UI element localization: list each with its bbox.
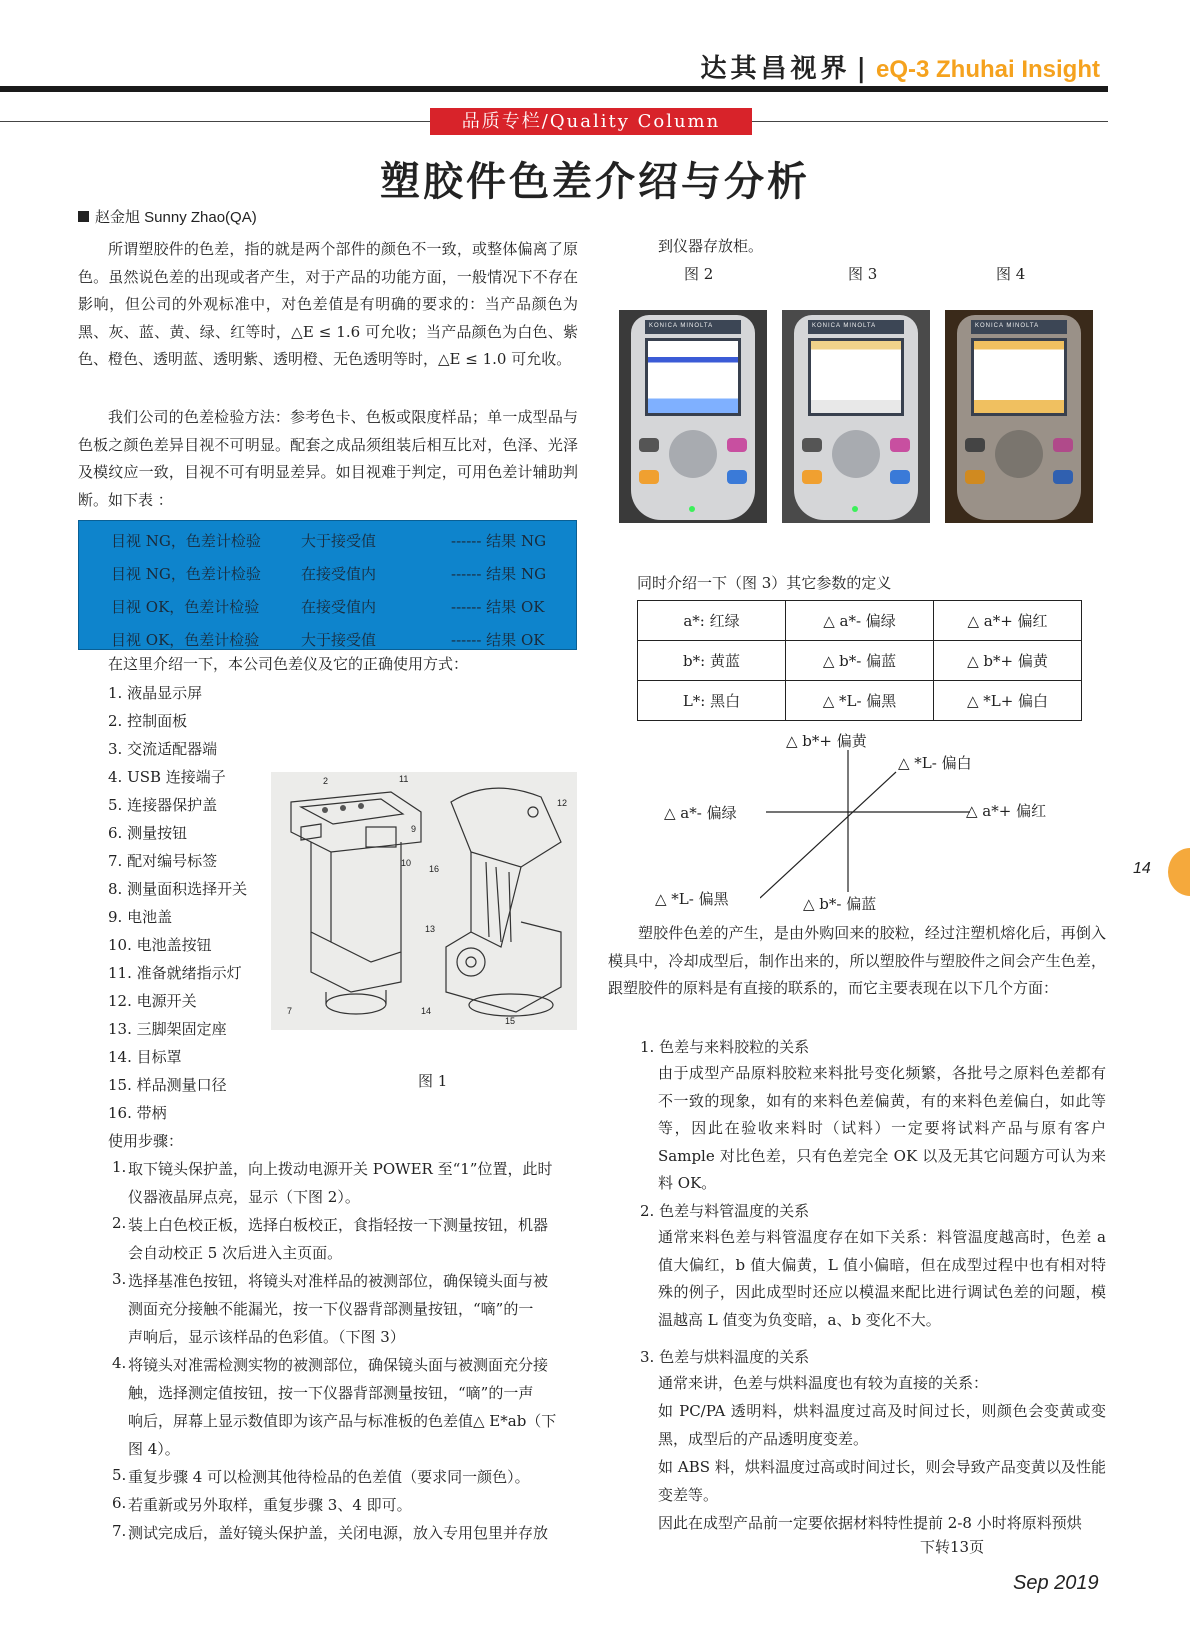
step-line: 测试完成后，盖好镜头保护盖，关闭电源，放入专用包里并存放 [128,1524,549,1542]
list-item: 15. 样品测量口径 [108,1076,227,1094]
magazine-brand [701,48,1101,85]
list-item: 2. 控制面板 [108,712,188,730]
axis-label-l-black: △ *L- 偏黑 [655,890,729,908]
list-item: 6. 测量按钮 [108,824,188,842]
section-3-body-3: 如 ABS 料，烘料温度过高或时间过长，则会导致产品变黄以及性能变差等。 [658,1458,1106,1504]
step-line: 触，选择测定值按钮，按一下仪器背部测量按钮，“嘀”的一声 [128,1384,534,1402]
axis-label-l-white: △ *L- 偏白 [898,754,972,772]
step-number: 3. [112,1270,127,1288]
colorimeter-drawing-icon [271,772,577,1030]
intro-paragraph: 所谓塑胶件的色差，指的就是两个部件的颜色不一致，或整体偏离了原色。虽然说色差的出现或者产生，对于产品的功能方面，一般情况下不存在影响，但公司的外观标准中，对色差值是有明确的要求的：当产品颜色为黑、灰、蓝、黄、绿、红等时，△E ≤ 1.6 可允收；当产品颜色为白色、紫色、橙色、透明蓝、透明紫、透明橙、无色透明等时，△E ≤ 1.0 可允收。 [78,240,578,368]
table-cell: b*: 黄蓝 [638,641,786,681]
device-screen [971,338,1067,416]
step-line: 取下镜头保护盖，向上拨动电源开关 POWER 至“1”位置，此时 [128,1160,553,1178]
device-brand: KONICA MINOLTA [975,323,1040,329]
table-row [638,601,1082,641]
step-line: 选择基准色按钮，将镜头对准样品的被测部位，确保镜头面与被 [128,1272,549,1290]
figure-4-photo [945,310,1093,523]
step-number: 2. [112,1214,127,1232]
callout-number: 16 [429,864,440,874]
device-screen [808,338,904,416]
step-number: 7. [112,1522,127,1540]
list-item: 11. 准备就绪指示灯 [108,964,242,982]
brand-separator: | [856,54,870,84]
step-number: 4. [112,1354,127,1372]
device-screen [645,338,741,416]
table-cell: △ *L- 偏黑 [786,681,934,721]
callout-number: 14 [421,1006,432,1016]
device-diagram-figure [271,772,577,1030]
section-3-title: 3. 色差与烘料温度的关系 [640,1348,810,1366]
step-line: 将镜头对准需检测实物的被测部位，确保镜头面与被测面充分接 [128,1356,549,1374]
section-3-body-1: 通常来讲，色差与烘料温度也有较为直接的关系： [658,1374,989,1392]
dpad-icon [995,430,1043,478]
callout-number: 2 [323,776,329,786]
table-cell: △ *L+ 偏白 [934,681,1082,721]
callout-number: 10 [401,858,412,868]
step-line: 声响后，显示该样品的色彩值。（下图 3） [128,1328,405,1346]
author-line [78,206,257,227]
list-item: 4. USB 连接端子 [108,768,226,786]
brand-english: eQ-3 Zhuhai Insight [875,56,1100,83]
dpad-icon [669,430,717,478]
rule-row: 目视 OK，色差计检验 大于接受值 ------ 结果 OK [111,631,545,649]
section-3-body-2: 如 PC/PA 透明料，烘料温度过高及时间过长，则颜色会变黄或变黑，成型后的产品透明度变差。 [658,1402,1106,1448]
step-line: 仪器液晶屏点亮，显示（下图 2）。 [128,1188,360,1206]
section-1-title: 1. 色差与来料胶粒的关系 [640,1038,810,1056]
callout-number: 7 [287,1006,293,1016]
list-item: 16. 带柄 [108,1104,167,1122]
table-cell: △ b*+ 偏黄 [934,641,1082,681]
step-number: 5. [112,1466,127,1484]
figure-2-caption: 图 2 [684,265,714,283]
list-item: 7. 配对编号标签 [108,852,218,870]
ready-led-icon [689,506,695,512]
step-line: 若重新或另外取样，重复步骤 3、4 即可。 [128,1496,412,1514]
callout-number: 15 [505,1016,516,1026]
table-row [638,641,1082,681]
rule-row: 目视 NG，色差计检验 在接受值内 ------ 结果 NG [111,565,547,583]
method-paragraph: 我们公司的色差检验方法：参考色卡、色板或限度样品；单一成型品与色板之颜色差异目视不可明显。配套之成品须组装后相互比对，色泽、光泽及模纹应一致，目视不可有明显差异。如目视难于判定，可用色差计辅助判断。如下表 ： [78,408,578,509]
section-3-body-4: 因此在成型产品前一定要依据材料特性提前 2-8 小时将原料预烘 [658,1514,1082,1532]
rule-row: 目视 NG，色差计检验 大于接受值 ------ 结果 NG [111,532,547,550]
dpad-icon [832,430,880,478]
list-item: 1. 液晶显示屏 [108,684,203,702]
table-cell: △ b*- 偏蓝 [786,641,934,681]
list-item: 14. 目标罩 [108,1048,182,1066]
step-line: 会自动校正 5 次后进入主页面。 [128,1244,343,1262]
inspection-rules-box [78,520,577,650]
step-line: 响后，屏幕上显示数值即为该产品与标准板的色差值△ E*ab（下 [128,1412,557,1430]
bullet-square-icon [78,211,89,222]
header-rule-thick [0,86,1108,92]
step-number: 1. [112,1158,127,1176]
callout-number: 13 [425,924,436,934]
callout-number: 12 [557,798,568,808]
section-2-body: 通常来料色差与料管温度存在如下关系：料管温度越高时，色差 a 值大偏红，b 值大偏黄，L 值小偏暗，但在成型过程中也有相对特殊的例子，因此成型时还应以模温来配比进行调试色差的问题，模温越高 L 值变为负变暗，a、b 变化不大。 [658,1228,1106,1329]
continued-on-page: 下转13页 [920,1538,985,1556]
section-1-body: 由于成型产品原料胶粒来料批号变化频繁，各批号之原料色差都有不一致的现象，如有的来料色差偏黄，有的来料色差偏白，如此等等，因此在验收来料时（试料）一定要将试料产品与原有客户 Sample 对比色差，只有色差完全 OK 以及无其它问题方可认为来料 OK。 [658,1064,1106,1192]
steps-title: 使用步骤： [108,1132,184,1150]
callout-number: 9 [411,824,417,834]
issue-date: Sep 2019 [1013,1572,1099,1594]
list-item: 5. 连接器保护盖 [108,796,218,814]
figure-1-caption: 图 1 [418,1072,448,1090]
article-title: 塑胶件色差介绍与分析 [380,158,810,205]
cause-paragraph: 塑胶件色差的产生，是由外购回来的胶粒，经过注塑机熔化后，再倒入模具中，冷却成型后，制作出来的，所以塑胶件与塑胶件之间会产生色差，跟塑胶件的原料是有直接的联系的，而它主要表现在以下几个方面： [608,924,1106,997]
list-item: 8. 测量面积选择开关 [108,880,248,898]
table-cell: a*: 红绿 [638,601,786,641]
page-tab-marker [1168,848,1190,896]
axis-label-b-minus: △ b*- 偏蓝 [803,895,877,913]
brand-chinese: 达其昌视界 [700,54,851,84]
device-brand: KONICA MINOLTA [649,323,714,329]
figure-3-photo [782,310,930,523]
table-cell: △ a*+ 偏红 [934,601,1082,641]
page-number: 14 [1133,860,1151,877]
ready-led-icon [852,506,858,512]
list-item: 13. 三脚架固定座 [108,1020,227,1038]
figure-3-caption: 图 3 [848,265,878,283]
section-2-title: 2. 色差与料管温度的关系 [640,1202,810,1220]
axis-label-a-plus: △ a*+ 偏红 [966,802,1047,820]
parameter-table [637,600,1082,721]
step-line: 测面充分接触不能漏光，按一下仪器背部测量按钮，“嘀”的一 [128,1300,534,1318]
figure-4-caption: 图 4 [996,265,1026,283]
device-intro: 在这里介绍一下，本公司色差仪及它的正确使用方式： [108,655,469,673]
callout-number: 11 [399,774,409,784]
continued-line: 到仪器存放柜。 [658,237,764,255]
step-number: 6. [112,1494,127,1512]
step-line: 装上白色校正板，选择白板校正，食指轻按一下测量按钮，机器 [128,1216,549,1234]
list-item: 9. 电池盖 [108,908,173,926]
list-item: 3. 交流适配器端 [108,740,218,758]
list-item: 12. 电源开关 [108,992,197,1010]
step-line: 重复步骤 4 可以检测其他待检品的色差值（要求同一颜色）。 [128,1468,530,1486]
figure-2-photo [619,310,767,523]
column-tag: 品质专栏/Quality Column [430,108,752,135]
author-name: 赵金旭 Sunny Zhao(QA) [95,209,257,226]
table-row [638,681,1082,721]
table-cell: L*: 黑白 [638,681,786,721]
axis-label-b-plus: △ b*+ 偏黄 [786,732,867,750]
rule-row: 目视 OK，色差计检验 在接受值内 ------ 结果 OK [111,598,545,616]
param-intro: 同时介绍一下（图 3）其它参数的定义 [637,574,892,592]
list-item: 10. 电池盖按钮 [108,936,212,954]
step-line: 图 4）。 [128,1440,180,1458]
device-brand: KONICA MINOLTA [812,323,877,329]
table-cell: △ a*- 偏绿 [786,601,934,641]
axis-label-a-minus: △ a*- 偏绿 [664,804,737,822]
